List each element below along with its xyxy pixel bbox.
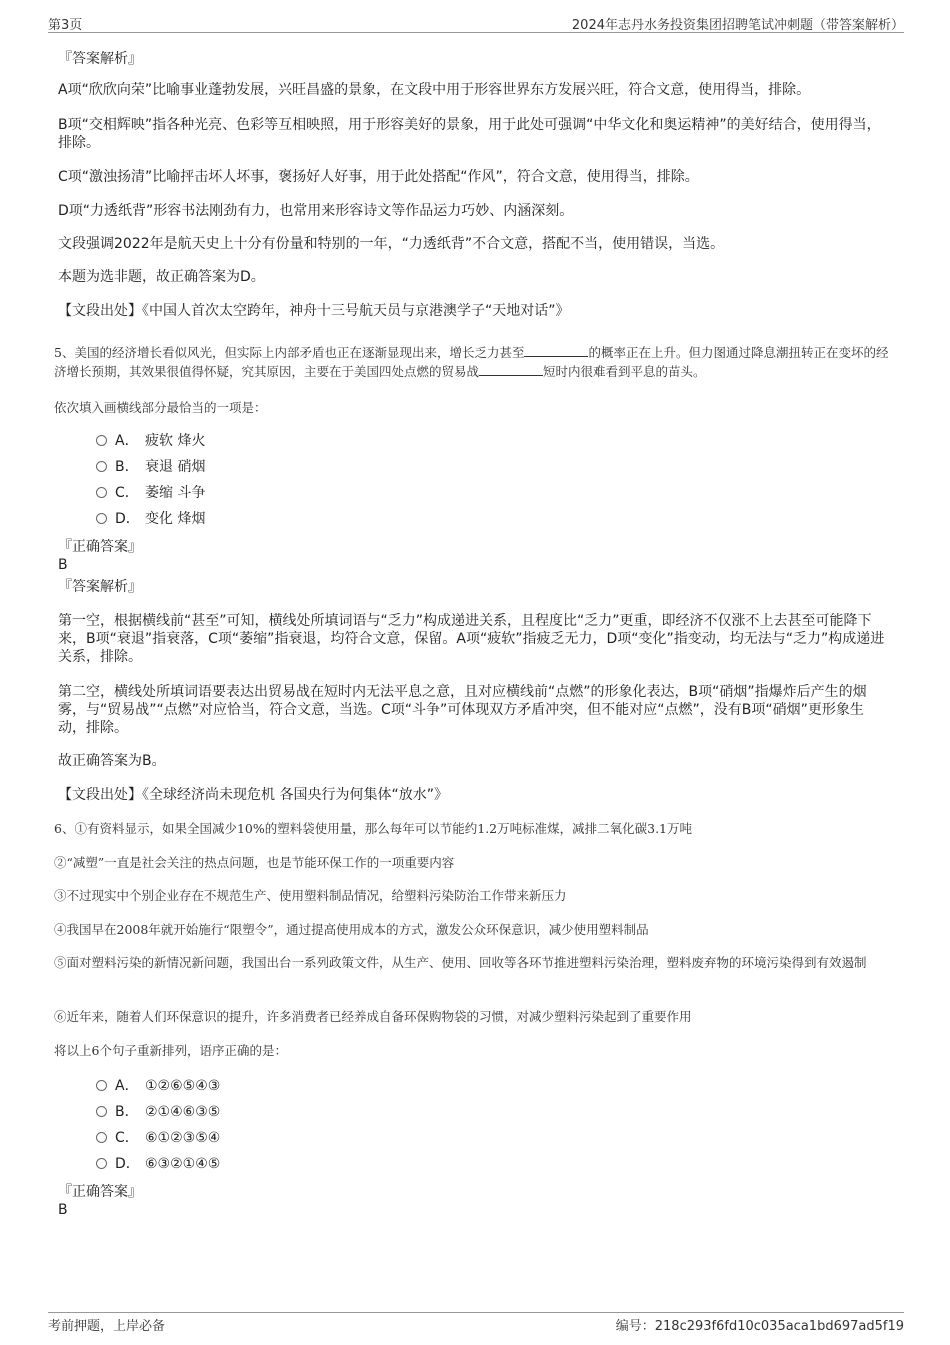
radio-icon[interactable] xyxy=(96,1080,107,1091)
option-letter: C． xyxy=(115,1130,139,1146)
option-letter: B． xyxy=(115,459,139,475)
option-text: 变化 烽烟 xyxy=(145,511,206,527)
option-text: ②①④⑥③⑤ xyxy=(145,1104,221,1120)
question-prompt: 将以上6个句子重新排列，语序正确的是： xyxy=(54,1043,287,1058)
question-6-sentence: ⑥近年来，随着人们环保意识的提升，许多消费者已经养成自备环保购物袋的习惯，对减少塑料污染起到了重要作用 xyxy=(54,1009,692,1024)
option-letter: A． xyxy=(115,1078,139,1094)
analysis-paragraph: 故正确答案为B。 xyxy=(58,753,166,769)
option-letter: B． xyxy=(115,1104,139,1120)
analysis-paragraph: B项“交相辉映”指各种光亮、色彩等互相映照，用于形容美好的景象，用于此处可强调“中华文化和奥运精神”的美好结合，使用得当，排除。 xyxy=(58,117,881,151)
source-citation: 【文段出处】《全球经济尚未现危机 各国央行为何集体“放水”》 xyxy=(58,787,448,803)
question-6-sentence: ③不过现实中个别企业存在不规范生产、使用塑料制品情况，给塑料污染防治工作带来新压力 xyxy=(54,888,567,903)
analysis-label: 『答案解析』 xyxy=(58,51,142,67)
radio-icon[interactable] xyxy=(96,461,107,472)
option-b[interactable] xyxy=(96,457,205,477)
document-title: 2024年志丹水务投资集团招聘笔试冲刺题（带答案解析） xyxy=(571,18,904,33)
page-footer xyxy=(48,1312,904,1334)
page-number: 第3页 xyxy=(48,18,83,33)
radio-icon[interactable] xyxy=(96,513,107,524)
option-letter: A． xyxy=(115,433,139,449)
question-prompt: 依次填入画横线部分最恰当的一项是： xyxy=(54,400,267,415)
radio-icon[interactable] xyxy=(96,1106,107,1117)
option-d[interactable] xyxy=(96,509,205,529)
option-text: ⑥①②③⑤④ xyxy=(145,1130,221,1146)
analysis-paragraph: 第二空，横线处所填词语要表达出贸易战在短时内无法平息之意，且对应横线前“点燃”的形象化表达，B项“硝烟”指爆炸后产生的烟雾，与“贸易战”“点燃”对应恰当，符合文意，当选。C项“斗争”可体现双方矛盾冲突，但不能对应“点燃”，没有B项“硝烟”更形象生动，排除。 xyxy=(58,684,867,736)
answer-label: 『正确答案』 xyxy=(58,1184,142,1200)
radio-icon[interactable] xyxy=(96,1158,107,1169)
stem-text: 的概率正在上升。但力图通过降息潮扭转正在变坏的经济增长预期，其效果很值得怀疑，究其原因，主要在于美国四处点燃的贸易战 xyxy=(54,345,889,379)
analysis-paragraph: D项“力透纸背”形容书法刚劲有力，也常用来形容诗文等作品运力巧妙、内涵深刻。 xyxy=(58,203,574,219)
analysis-paragraph: 第一空，根据横线前“甚至”可知，横线处所填词语与“乏力”构成递进关系，且程度比“乏力”更重，即经济不仅涨不上去甚至可能降下来，B项“衰退”指衰落，C项“萎缩”指衰退，均符合文意，保留。A项“疲软”指疲乏无力，D项“变化”指变动，均无法与“乏力”构成递进关系，排除。 xyxy=(58,613,885,665)
question-6-sentence: 6、①有资料显示，如果全国减少10%的塑料袋使用量，那么每年可以节能约1.2万吨标准煤，减排二氧化碳3.1万吨 xyxy=(54,821,692,836)
answer-label: 『正确答案』 xyxy=(58,539,142,555)
option-a[interactable] xyxy=(96,1076,220,1096)
option-letter: D． xyxy=(115,1156,140,1172)
stem-text: 5、美国的经济增长看似风光，但实际上内部矛盾也正在逐渐显现出来，增长乏力甚至 xyxy=(54,345,525,360)
radio-icon[interactable] xyxy=(96,1132,107,1143)
option-a[interactable] xyxy=(96,431,205,451)
option-text: 萎缩 斗争 xyxy=(145,485,206,501)
analysis-paragraph: 本题为选非题，故正确答案为D。 xyxy=(58,269,265,285)
analysis-label: 『答案解析』 xyxy=(58,579,142,595)
footer-slogan: 考前押题，上岸必备 xyxy=(48,1319,166,1334)
stem-text: 短时内很难看到平息的苗头。 xyxy=(543,364,706,379)
option-b[interactable] xyxy=(96,1102,220,1122)
fill-blank xyxy=(524,344,588,357)
option-c[interactable] xyxy=(96,1128,220,1148)
answer-value: B xyxy=(58,557,68,573)
question-6-sentence: ⑤面对塑料污染的新情况新问题，我国出台一系列政策文件，从生产、使用、回收等各环节推进塑料污染治理，塑料废弃物的环境污染得到有效遏制 xyxy=(54,955,867,970)
analysis-paragraph: A项“欣欣向荣”比喻事业蓬勃发展，兴旺昌盛的景象，在文段中用于形容世界东方发展兴旺，符合文意，使用得当，排除。 xyxy=(58,82,811,98)
answer-value: B xyxy=(58,1202,68,1218)
option-letter: C． xyxy=(115,485,139,501)
fill-blank xyxy=(479,363,543,376)
option-letter: D． xyxy=(115,511,140,527)
question-5-stem xyxy=(54,343,896,381)
option-d[interactable] xyxy=(96,1154,220,1174)
analysis-paragraph: 文段强调2022年是航天史上十分有份量和特别的一年，“力透纸背”不合文意，搭配不当，使用错误，当选。 xyxy=(58,236,725,252)
option-c[interactable] xyxy=(96,483,205,503)
radio-icon[interactable] xyxy=(96,435,107,446)
analysis-paragraph: C项“激浊扬清”比喻抨击坏人坏事，褒扬好人好事，用于此处搭配“作风”，符合文意，使用得当，排除。 xyxy=(58,169,699,185)
question-6-sentence: ④我国早在2008年就开始施行“限塑令”，通过提高使用成本的方式，激发公众环保意识，减少使用塑料制品 xyxy=(54,922,649,937)
radio-icon[interactable] xyxy=(96,487,107,498)
option-text: ⑥③②①④⑤ xyxy=(145,1156,221,1172)
option-text: 疲软 烽火 xyxy=(145,433,206,449)
document-id: 编号：218c293f6fd10c035aca1bd697ad5f19 xyxy=(615,1319,904,1334)
option-text: 衰退 硝烟 xyxy=(145,459,206,475)
page-header xyxy=(48,14,904,33)
source-citation: 【文段出处】《中国人首次太空跨年，神舟十三号航天员与京港澳学子“天地对话”》 xyxy=(58,303,570,319)
option-text: ①②⑥⑤④③ xyxy=(145,1078,221,1094)
question-6-sentence: ②“减塑”一直是社会关注的热点问题，也是节能环保工作的一项重要内容 xyxy=(54,855,455,870)
